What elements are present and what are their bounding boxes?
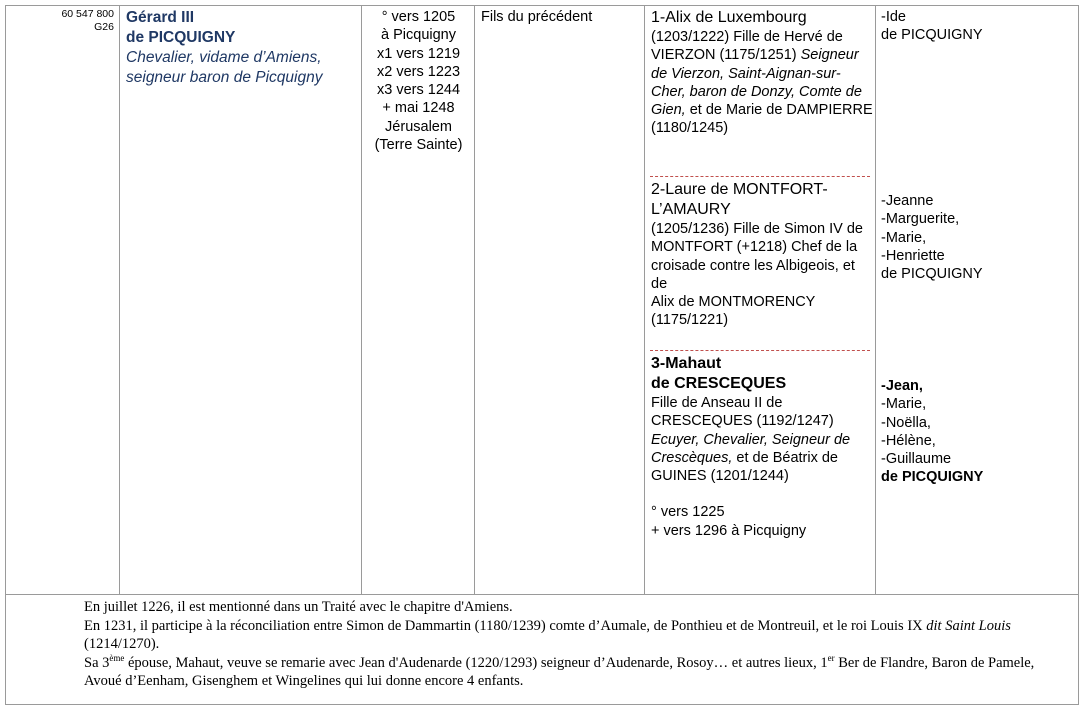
child-name: -Ide: [881, 9, 906, 25]
children-surname: de PICQUIGNY: [881, 266, 983, 283]
date-line: x2 vers 1223: [376, 63, 461, 80]
spouse-parent-text: (1203/1222) Fille de Hervé de VIERZON (1175/1251): [651, 29, 843, 64]
dates-cell: [363, 8, 474, 154]
child-name: -Noëlla,: [881, 414, 931, 431]
spouse-birth: ° vers 1225: [651, 504, 725, 521]
note-paragraph: En juillet 1226, il est mentionné dans un Traité avec le chapitre d'Amiens.: [84, 599, 513, 615]
reference-cell: [8, 8, 114, 34]
column-divider: [474, 5, 475, 594]
date-line: Jérusalem: [385, 118, 452, 135]
note-paragraph: En 1231, il participe à la réconciliation entre Simon de Dammartin (1180/1239) comte d’Aumale, de Ponthieu et de Montreuil, et le roi Louis IX dit Saint Louis (1214/1270).: [84, 617, 1011, 653]
child-name: -Marie,: [881, 229, 927, 246]
date-line: x1 vers 1219: [376, 45, 461, 62]
child-name: -Hélène,: [881, 432, 936, 449]
child-name: -Guillaume: [881, 451, 952, 468]
spouse-parent-text: Fille de Anseau II de CRESCEQUES (1192/1247): [651, 395, 834, 430]
spouse-parent-text: et de Marie de DAMPIERRE (1180/1245): [651, 102, 873, 137]
filiation-cell: Fils du précédent: [481, 9, 593, 25]
column-divider: [119, 5, 120, 594]
spouse-parent-text: Alix de MONTMORENCY (1175/1221): [651, 294, 816, 329]
spouse-separator: [650, 176, 870, 177]
children-surname: de PICQUIGNY: [881, 469, 984, 486]
reference-number: 60 547 800: [61, 8, 114, 20]
spouse-2: [651, 180, 873, 330]
child-name: -Marie,: [881, 396, 927, 413]
spouse-name: 3-Mahaut: [651, 355, 722, 372]
column-divider: [361, 5, 362, 594]
date-line: + mai 1248: [382, 100, 455, 117]
child-name: -Jean,: [881, 378, 923, 394]
children-2: [881, 192, 1071, 283]
spouse-parent-titles: Seigneur de Vierzon, Saint-Aignan-sur-Cher, baron de Donzy, Comte de Gien,: [651, 47, 862, 119]
person-name-line2: de PICQUIGNY: [126, 29, 236, 46]
date-line: (Terre Sainte): [374, 137, 463, 154]
note-paragraph: Sa 3ème épouse, Mahaut, veuve se remarie avec Jean d'Audenarde (1220/1293) seigneur d’Audenarde, Rosoy… et autres lieux, 1er Ber de Flandre, Baron de Pamele, Avoué d’Eenham, Gisenghem et Wingelines qui lui donne encore 4 enfants.: [84, 652, 1035, 690]
children-3: [881, 377, 1071, 487]
column-divider: [644, 5, 645, 594]
column-divider: [875, 5, 876, 594]
children-1: [881, 8, 1071, 45]
spouse-separator: [650, 350, 870, 351]
spouse-parent-text: (1205/1236) Fille de Simon IV de MONTFORT (+1218) Chef de la croisade contre les Albigeois, et de: [651, 221, 863, 292]
spouse-surname: de CRESCEQUES: [651, 375, 787, 392]
notes-cell: [84, 598, 1074, 691]
child-name: -Jeanne: [881, 193, 934, 209]
row-divider: [5, 594, 1079, 595]
spouse-3: [651, 354, 873, 540]
date-line: à Picquigny: [381, 27, 456, 44]
spouse-1: [651, 8, 873, 138]
children-surname: de PICQUIGNY: [881, 27, 983, 44]
date-line: ° vers 1205: [381, 9, 456, 25]
spouse-name: 1-Alix de Luxembourg: [651, 9, 807, 26]
person-title: Chevalier, vidame d’Amiens, seigneur baron de Picquigny: [126, 49, 323, 86]
child-name: -Marguerite,: [881, 211, 960, 228]
child-name: -Henriette: [881, 247, 945, 264]
person-cell: [126, 8, 358, 88]
reference-code: G26: [94, 21, 114, 33]
person-name-line1: Gérard III: [126, 9, 195, 26]
spouse-parent-text: et de Béatrix de GUINES (1201/1244): [651, 449, 838, 485]
date-line: x3 vers 1244: [376, 82, 461, 99]
spouse-parent-titles: Ecuyer, Chevalier, Seigneur de Crescèques,: [651, 431, 851, 466]
spouse-death: + vers 1296 à Picquigny: [651, 522, 807, 539]
spouse-name: 2-Laure de MONTFORT-L’AMAURY: [651, 181, 828, 218]
